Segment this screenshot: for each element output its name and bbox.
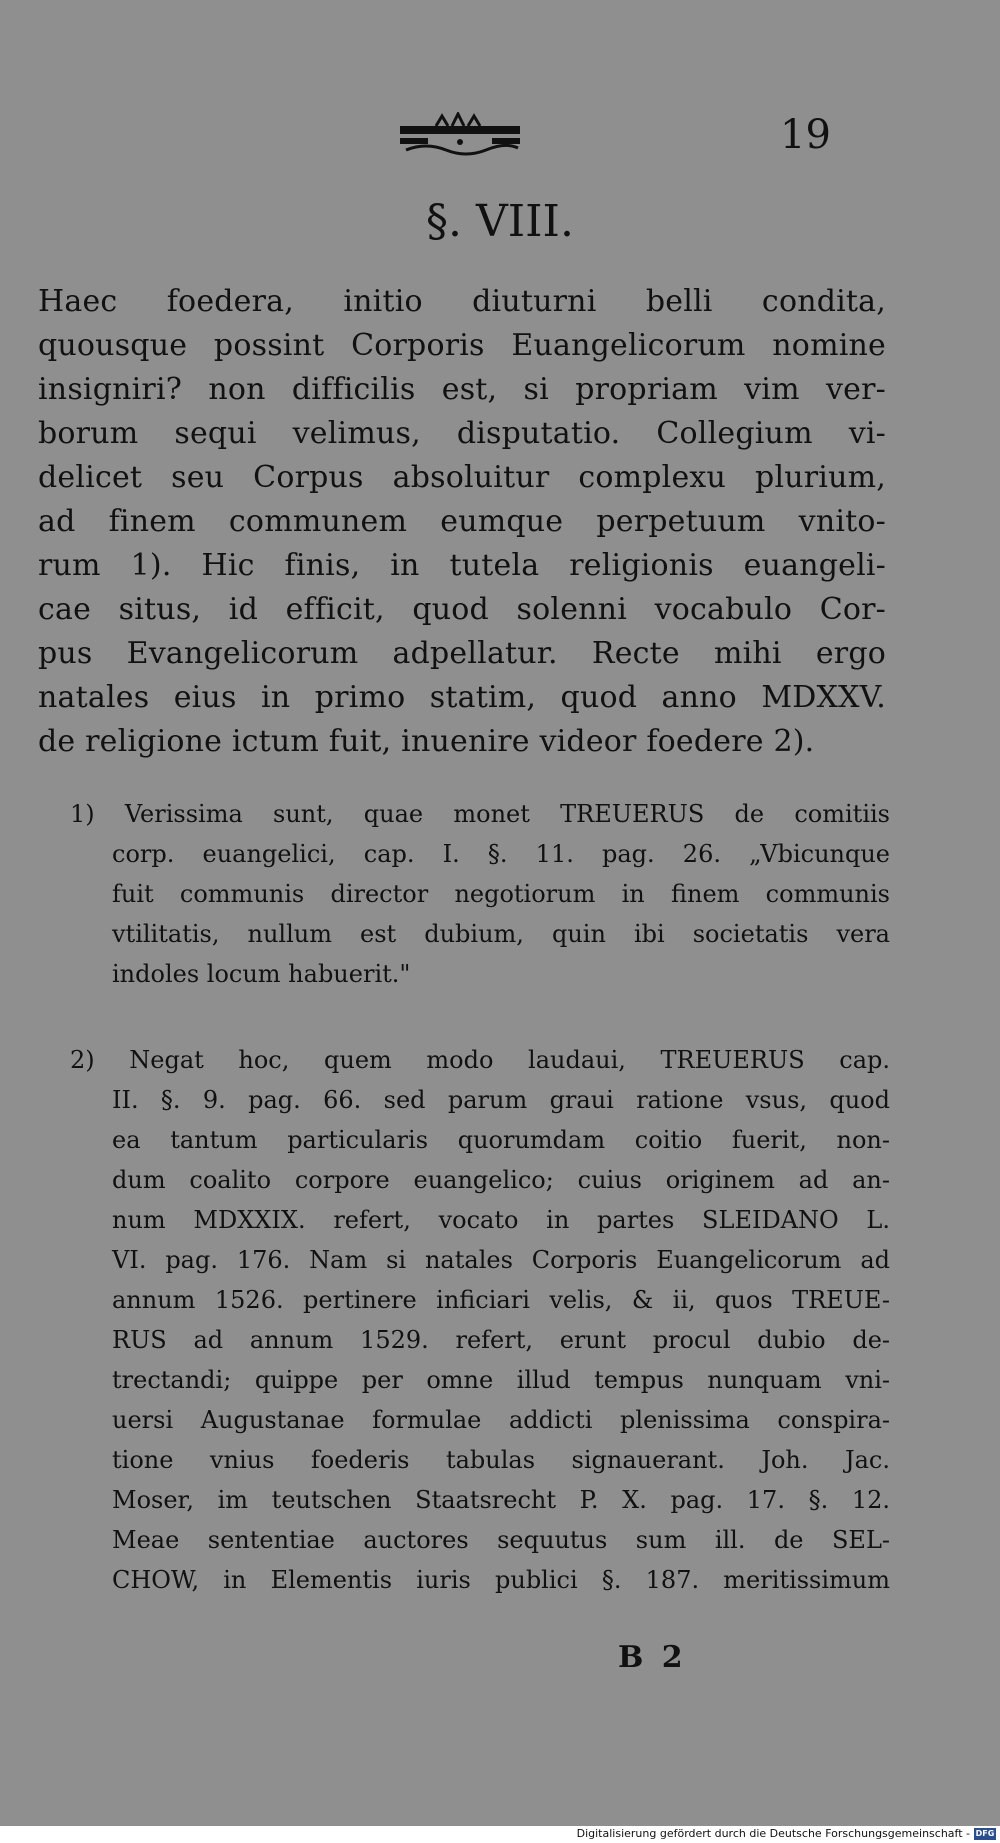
footnote-line: CHOW, in Elementis iuris publici §. 187. meritissimum (112, 1566, 890, 1594)
printer-ornament-icon (396, 112, 524, 160)
footnote-line: fuit communis director negotiorum in finem communis (112, 880, 890, 908)
footnote-line: trectandi; quippe per omne illud tempus nunquam vni- (112, 1366, 890, 1394)
main-paragraph (38, 280, 886, 764)
footnote-1 (70, 794, 890, 994)
text-line: de religione ictum fuit, inuenire videor foedere 2). (38, 724, 815, 759)
signature-mark: B 2 (618, 1640, 683, 1675)
footnote-line: 2) Negat hoc, quem modo laudaui, TREUERUS cap. (70, 1046, 890, 1074)
text-line: rum 1). Hic finis, in tutela religionis euangeli- (38, 548, 886, 583)
text-line: ad finem communem eumque perpetuum vnito- (38, 504, 886, 539)
text-line: insigniri? non difficilis est, si propriam vim ver- (38, 372, 886, 407)
page-number: 19 (780, 112, 831, 158)
footnote-2 (70, 1040, 890, 1600)
text-line: Haec foedera, initio diuturni belli condita, (38, 284, 886, 319)
dfg-logo-icon[interactable]: DFG (975, 1829, 995, 1838)
footnote-line: num MDXXIX. refert, vocato in partes SLEIDANO L. (112, 1206, 890, 1234)
text-line: borum sequi velimus, disputatio. Collegium vi- (38, 416, 886, 451)
text-line: delicet seu Corpus absoluitur complexu plurium, (38, 460, 886, 495)
footnote-line: VI. pag. 176. Nam si natales Corporis Euangelicorum ad (112, 1246, 890, 1274)
footnote-line: corp. euangelici, cap. I. §. 11. pag. 26. „Vbicunque (112, 840, 890, 868)
footnote-line: RUS ad annum 1529. refert, erunt procul dubio de- (112, 1326, 890, 1354)
footnote-line: tione vnius foederis tabulas signauerant. Joh. Jac. (112, 1446, 890, 1474)
footnote-line: Moser, im teutschen Staatsrecht P. X. pag. 17. §. 12. (112, 1486, 890, 1514)
footnote-line: uersi Augustanae formulae addicti plenissima conspira- (112, 1406, 890, 1434)
footnote-line: 1) Verissima sunt, quae monet TREUERUS de comitiis (70, 800, 890, 828)
digitization-credit: Digitalisierung gefördert durch die Deutsche Forschungsgemeinschaft - (576, 1827, 970, 1840)
footnote-line: dum coalito corpore euangelico; cuius originem ad an- (112, 1166, 890, 1194)
footnote-line: Meae sententiae auctores sequutus sum ill. de SEL- (112, 1526, 890, 1554)
text-line: natales eius in primo statim, quod anno MDXXV. (38, 680, 886, 715)
footnote-line: annum 1526. pertinere inficiari velis, & ii, quos TREUE- (112, 1286, 890, 1314)
footnote-line: II. §. 9. pag. 66. sed parum graui ratione vsus, quod (112, 1086, 890, 1114)
section-heading: §. VIII. (426, 196, 574, 247)
text-line: pus Evangelicorum adpellatur. Recte mihi ergo (38, 636, 886, 671)
text-line: cae situs, id efficit, quod solenni vocabulo Cor- (38, 592, 886, 627)
footnote-line: ea tantum particularis quorumdam coitio fuerit, non- (112, 1126, 890, 1154)
text-line: quousque possint Corporis Euangelicorum nomine (38, 328, 886, 363)
footnote-line: indoles locum habuerit." (112, 960, 411, 988)
footnote-line: vtilitatis, nullum est dubium, quin ibi societatis vera (112, 920, 890, 948)
